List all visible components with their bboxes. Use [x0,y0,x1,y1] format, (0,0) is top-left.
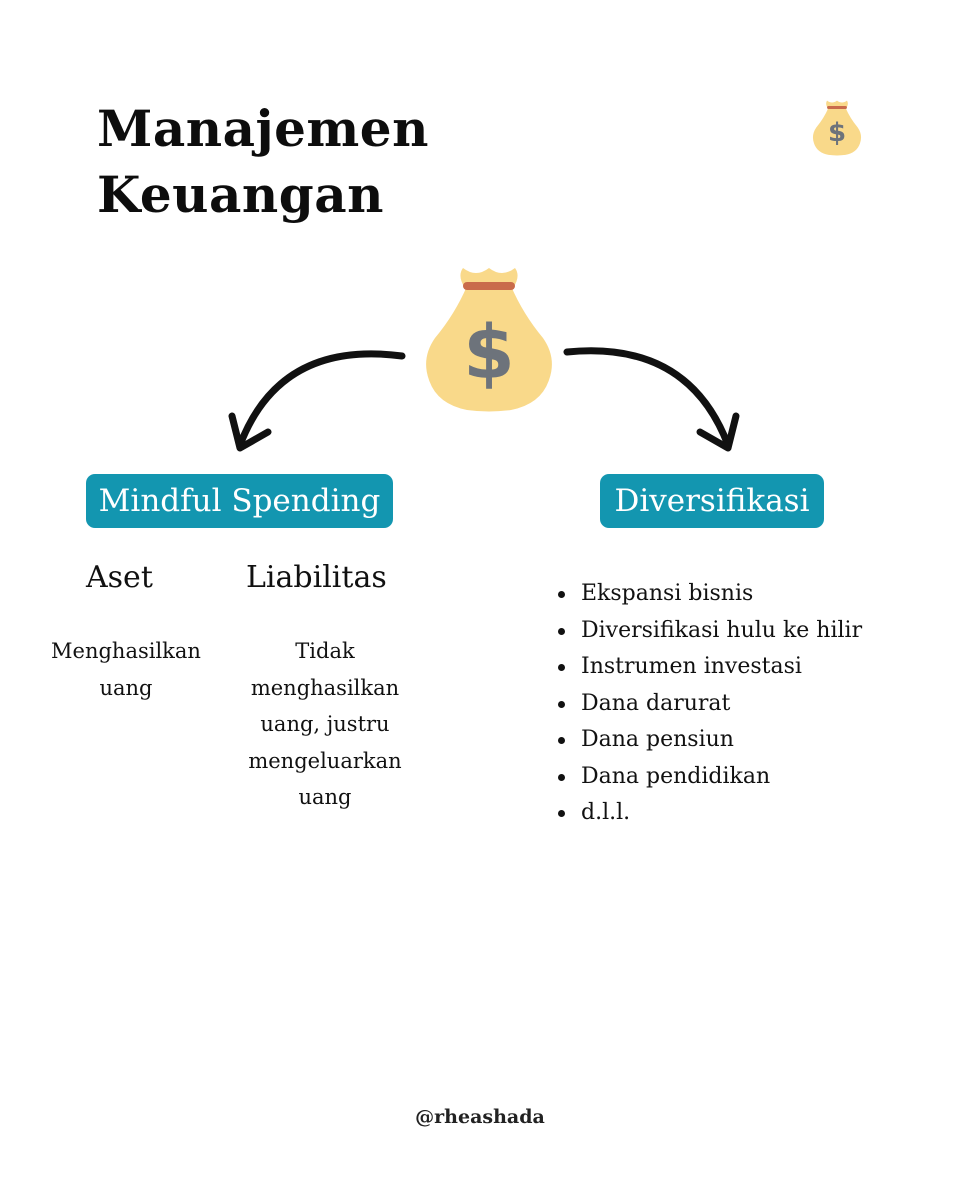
list-item-text: Dana pensiun [581,727,734,752]
mindful-spending-label: Mindful Spending [86,474,393,528]
aset-description-line: Menghasilkan [51,639,201,663]
title-line-1: Manajemen [97,99,429,158]
bullet-dot [558,774,565,781]
aset-description [36,633,216,706]
list-item [556,795,862,832]
svg-text:$: $ [827,118,847,149]
list-item-text: Dana darurat [581,690,731,716]
diversifikasi-list [556,576,862,832]
bullet-dot [558,628,565,635]
bullet-dot [558,737,565,744]
svg-text:$: $ [463,310,515,396]
diversifikasi-label: Diversifikasi [600,474,824,528]
page-title [97,96,429,228]
list-item [556,759,862,796]
liabilitas-description-line: uang, justru [260,712,390,736]
liabilitas-description-line: Tidak [295,639,355,663]
central-money-bag-icon [421,262,557,412]
list-item [556,576,862,613]
bullet-dot [558,591,565,598]
bullet-dot [558,701,565,708]
list-item-text: Instrumen investasi [581,654,802,679]
liabilitas-description-line: uang [298,785,352,809]
bullet-dot [558,810,565,817]
list-item-text: d.l.l. [581,800,631,825]
title-line-2: Keuangan [97,165,384,224]
liabilitas-description-line: mengeluarkan [248,748,402,773]
list-item [556,613,862,650]
aset-description-line: uang [99,675,153,700]
liabilitas-description-line: menghasilkan [250,675,400,700]
list-item-text: Dana pendidikan [581,763,771,789]
curved-arrow-right-icon [558,340,743,460]
bullet-dot [558,664,565,671]
list-item [556,722,862,759]
list-item-text: Diversifikasi hulu ke hilir [581,617,863,643]
curved-arrow-left-icon [226,340,411,460]
money-bag-icon [811,98,863,156]
aset-heading: Aset [86,560,153,595]
author-handle: @rheashada [415,1106,545,1128]
list-item [556,649,862,686]
liabilitas-description [236,633,414,816]
list-item [556,686,862,723]
list-item-text: Ekspansi bisnis [581,581,754,606]
liabilitas-heading: Liabilitas [246,560,387,595]
